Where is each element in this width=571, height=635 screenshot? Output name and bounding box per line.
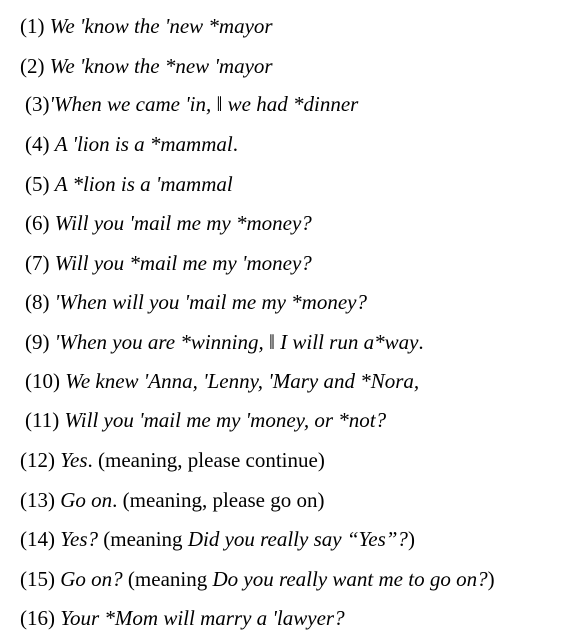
- sentence-text: Do you really want me to go on?: [212, 567, 488, 591]
- example-line-14: [20, 524, 415, 554]
- sentence-text: A *lion is a 'mammal: [54, 172, 233, 196]
- line-number: (3): [25, 92, 50, 116]
- example-line-8: [25, 287, 367, 317]
- example-line-4: [25, 129, 238, 159]
- sentence-text: We 'know the *new 'mayor: [49, 54, 273, 78]
- sentence-text: Will you 'mail me my *money?: [54, 211, 312, 235]
- sentence-text: ): [407, 527, 415, 551]
- sentence-text: Will you 'mail me my 'money, or *not?: [64, 408, 387, 432]
- example-line-2: [20, 51, 273, 81]
- example-line-6: [25, 208, 312, 238]
- example-line-15: [20, 564, 495, 594]
- sentence-text: . (meaning, please go on): [112, 488, 325, 512]
- sentence-text: . (meaning, please continue): [87, 448, 325, 472]
- sentence-text: (meaning: [122, 567, 213, 591]
- example-line-5: [25, 169, 233, 199]
- sentence-text: Did you really say “Yes”?: [187, 527, 408, 551]
- line-number: (16): [20, 606, 55, 630]
- sentence-text: ): [487, 567, 495, 591]
- line-number: (11): [25, 408, 60, 432]
- line-number: (9): [25, 330, 50, 354]
- example-line-11: [25, 405, 386, 435]
- sentence-text: Yes?: [60, 527, 98, 551]
- example-line-10: [25, 366, 419, 396]
- sentence-text: .: [232, 132, 238, 156]
- line-number: (14): [20, 527, 55, 551]
- example-line-7: [25, 248, 312, 278]
- line-number: (15): [20, 567, 55, 591]
- sentence-text: 'When we came 'in, ‖ we had *dinner: [49, 92, 359, 116]
- sentence-text: A 'lion is a *mammal: [54, 132, 233, 156]
- sentence-text: We 'know the 'new *mayor: [49, 14, 273, 38]
- line-number: (13): [20, 488, 55, 512]
- example-line-13: [20, 485, 324, 515]
- line-number: (6): [25, 211, 50, 235]
- sentence-text: Your *Mom will marry a 'lawyer?: [60, 606, 345, 630]
- sentence-text: Go on?: [60, 567, 123, 591]
- sentence-text: .: [418, 330, 424, 354]
- sentence-text: Go on: [60, 488, 113, 512]
- sentence-text: 'When will you 'mail me my *money?: [54, 290, 367, 314]
- line-number: (4): [25, 132, 50, 156]
- example-line-9: [25, 327, 424, 357]
- line-number: (7): [25, 251, 50, 275]
- example-line-3: [25, 89, 358, 119]
- sentence-text: We knew 'Anna, 'Lenny, 'Mary and *Nora,: [65, 369, 420, 393]
- sentence-text: Will you *mail me my 'money?: [54, 251, 312, 275]
- line-number: (1): [20, 14, 45, 38]
- line-number: (2): [20, 54, 45, 78]
- line-number: (12): [20, 448, 55, 472]
- example-line-12: [20, 445, 325, 475]
- sentence-text: (meaning: [98, 527, 188, 551]
- sentence-text: Yes: [60, 448, 88, 472]
- sentence-text: 'When you are *winning, ‖ I will run a*way: [54, 330, 419, 354]
- line-number: (8): [25, 290, 50, 314]
- example-line-1: [20, 11, 273, 41]
- line-number: (10): [25, 369, 60, 393]
- example-line-16: [20, 603, 345, 633]
- line-number: (5): [25, 172, 50, 196]
